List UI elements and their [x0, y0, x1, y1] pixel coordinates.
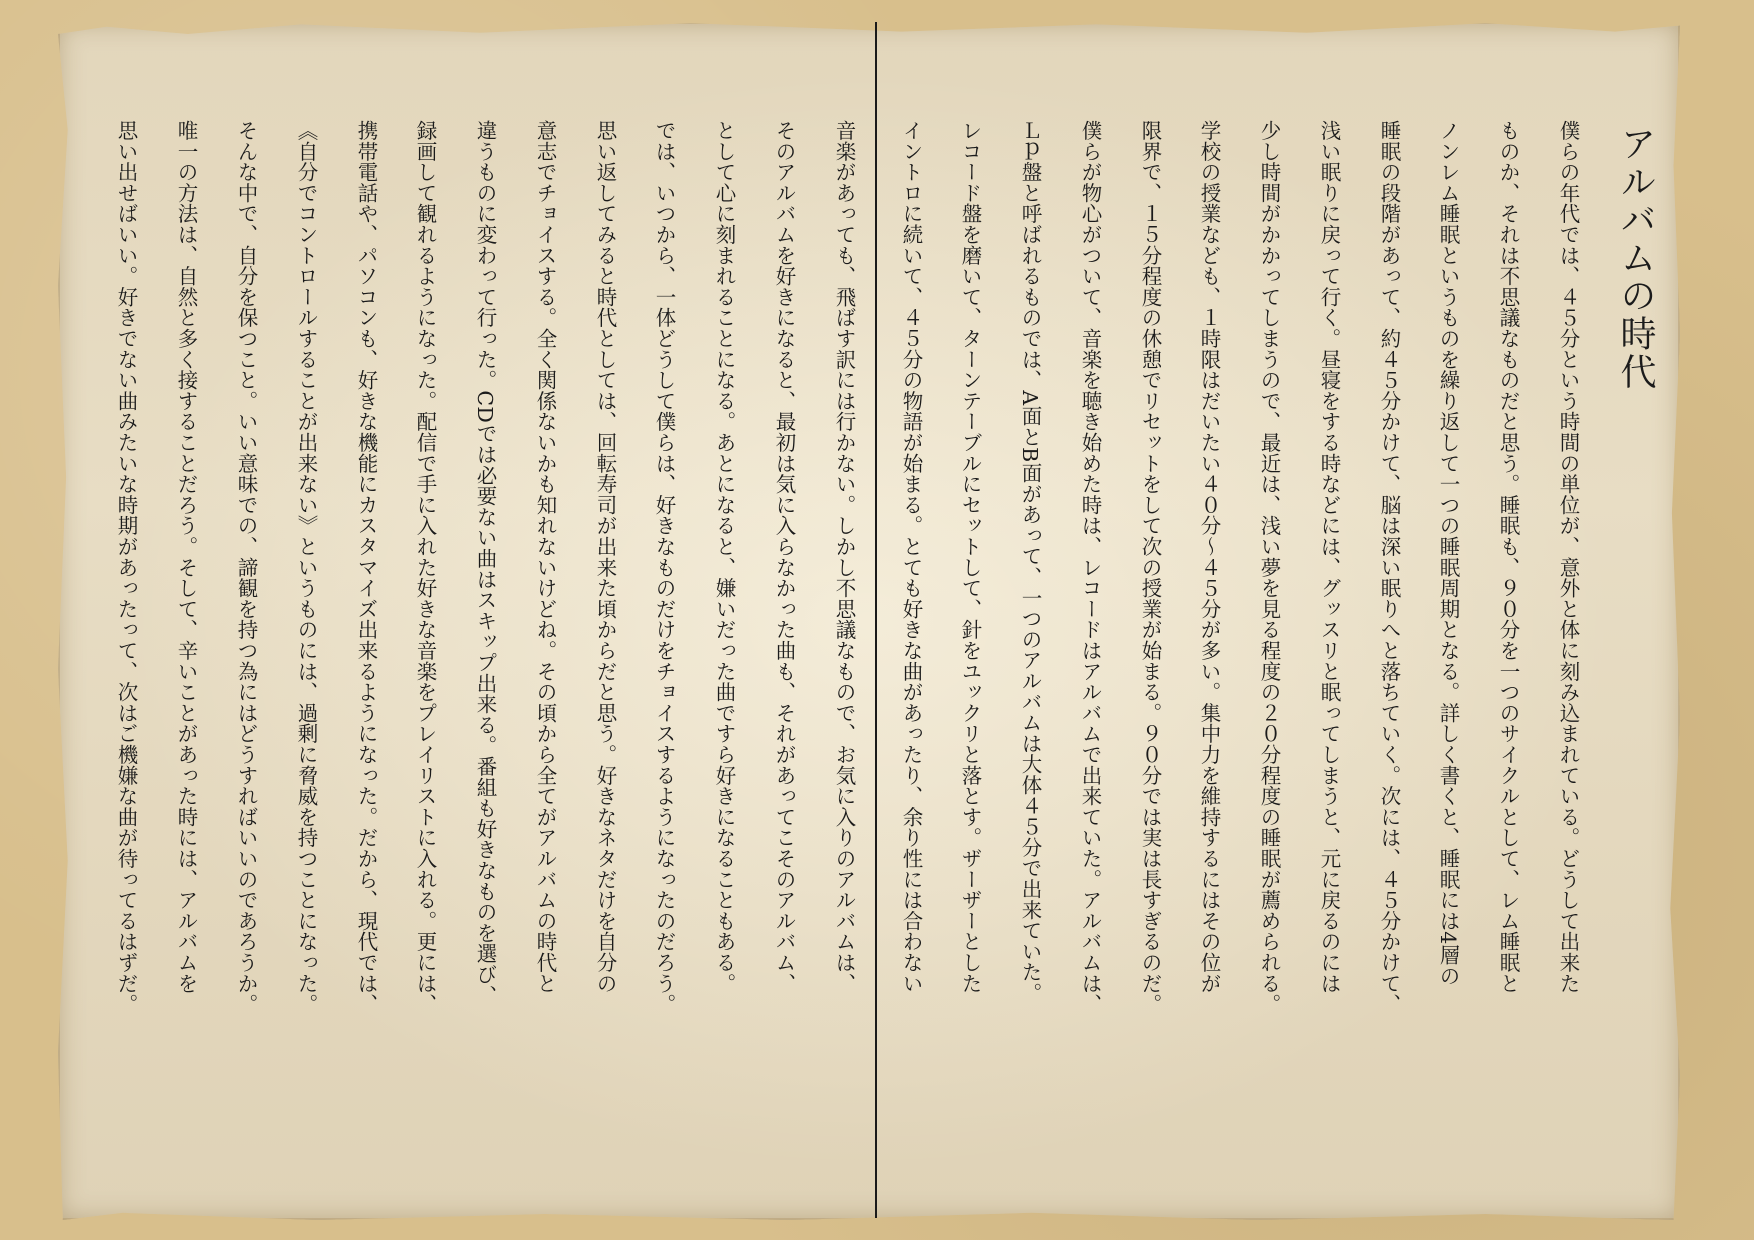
text-column: 学校の授業なども、１時限はだいたい４０分〜４５分が多い。集中力を維持するにはその位が: [1197, 120, 1221, 994]
text-column: 僕らが物心がついて、音楽を聴き始めた時は、レコードはアルバムで出来ていた。アルバムは、: [1078, 120, 1102, 1015]
text-column: Ｌｐ盤と呼ばれるものでは、A面とB面があって、一つのアルバムは大体４５分で出来ていた。: [1018, 120, 1042, 1004]
text-column: そんな中で、自分を保つこと。いい意味での、諦観を持つ為にはどうすればいいのであろうか。: [234, 120, 258, 1015]
text-column: 《自分でコントロールすることが出来ない》というものには、過剰に脅威を持つことになった。: [294, 120, 318, 1015]
page-divider: [875, 22, 877, 1218]
text-column: そのアルバムを好きになると、最初は気に入らなかった曲も、それがあってこそのアルバム、: [772, 120, 796, 994]
text-column: 限界で、１５分程度の休憩でリセットをして次の授業が始まる。９０分では実は長すぎるのだ。: [1138, 120, 1162, 1015]
text-column: では、いつから、一体どうして僕らは、好きなものだけをチョイスするようになったのだろう。: [652, 120, 676, 1015]
text-column: 思い返してみると時代としては、回転寿司が出来た頃からだと思う。好きなネタだけを自分の: [593, 120, 617, 994]
text-column: ノンレム睡眠というものを繰り返して一つの睡眠周期となる。詳しく書くと、睡眠には4層の: [1436, 120, 1460, 987]
text-column: 睡眠の段階があって、約４５分かけて、脳は深い眠りへと落ちていく。次には、４５分かけて、: [1377, 120, 1401, 1015]
text-column: 少し時間がかかってしまうので、最近は、浅い夢を見る程度の２０分程度の睡眠が薦められる。: [1257, 120, 1281, 1015]
text-column: イントロに続いて、４５分の物語が始まる。とても好きな曲があったり、余り性には合わない: [899, 120, 923, 994]
text-column: 思い出せばいい。好きでない曲みたいな時期があったって、次はご機嫌な曲が待ってるはずだ。: [114, 120, 138, 1015]
text-column: 意志でチョイスする。全く関係ないかも知れないけどね。その頃から全てがアルバムの時代と: [533, 120, 557, 994]
text-column: レコード盤を磨いて、ターンテーブルにセットして、針をユックリと落とす。ザーザーとした: [958, 120, 982, 994]
text-column: 携帯電話や、パソコンも、好きな機能にカスタマイズ出来るようになった。だから、現代では、: [354, 120, 378, 1015]
page-title: アルバムの時代: [1615, 125, 1656, 391]
text-column: 違うものに変わって行った。CDでは必要ない曲はスキップ出来る。番組も好きなものを選び、: [473, 120, 497, 1006]
text-column: として心に刻まれることになる。あとになると、嫌いだった曲ですら好きになることもある。: [712, 120, 736, 994]
text-column: 唯一の方法は、自然と多く接することだろう。そして、辛いことがあった時には、アルバムを: [174, 120, 198, 994]
text-column: 録画して観れるようになった。配信で手に入れた好きな音楽をプレイリストに入れる。更には、: [413, 120, 437, 1015]
text-column: 浅い眠りに戻って行く。昼寝をする時などには、グッスリと眠ってしまうと、元に戻るのには: [1317, 120, 1341, 994]
text-column: 音楽があっても、飛ばす訳には行かない。しかし不思議なもので、お気に入りのアルバムは、: [832, 120, 856, 994]
text-column: 僕らの年代では、４５分という時間の単位が、意外と体に刻み込まれている。どうして出来た: [1556, 120, 1580, 994]
text-column: ものか、それは不思議なものだと思う。睡眠も、９０分を一つのサイクルとして、レム睡眠と: [1496, 120, 1520, 994]
